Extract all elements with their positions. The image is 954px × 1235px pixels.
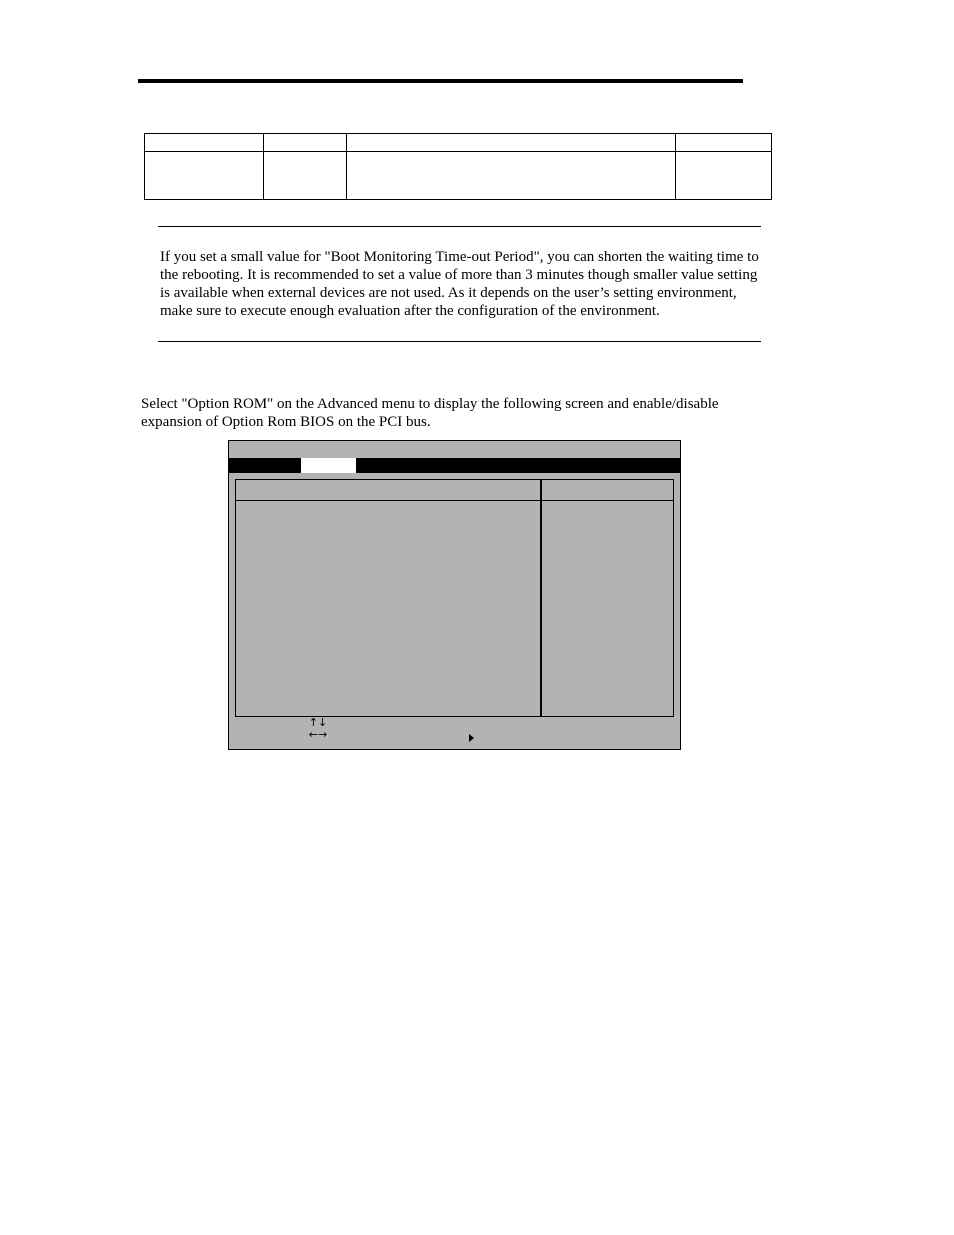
header-rule bbox=[138, 79, 743, 83]
bios-setup-screen bbox=[228, 440, 681, 750]
up-down-arrows-icon: ↑↓ bbox=[308, 716, 328, 729]
bios-settings-panel-header bbox=[236, 480, 540, 501]
table-header-cell bbox=[264, 134, 347, 152]
settings-table bbox=[144, 133, 772, 200]
navigation-arrows-icon bbox=[303, 717, 333, 743]
table-cell bbox=[264, 152, 347, 200]
table-header-cell bbox=[676, 134, 772, 152]
table-row bbox=[145, 152, 772, 200]
table-header-row bbox=[145, 134, 772, 152]
bios-menu-bar bbox=[229, 458, 680, 473]
submenu-triangle-icon bbox=[469, 734, 474, 742]
bios-help-panel-header bbox=[542, 480, 673, 501]
table-header-cell bbox=[347, 134, 676, 152]
left-right-arrows-icon: ←→ bbox=[308, 728, 328, 741]
bios-menu-active-tab[interactable] bbox=[301, 458, 356, 473]
table-cell bbox=[676, 152, 772, 200]
intro-paragraph: Select "Option ROM" on the Advanced menu to display the following screen and enable/disable expansion of Option Rom BIOS on the PCI bus. bbox=[141, 396, 719, 430]
table-cell bbox=[347, 152, 676, 200]
important-note bbox=[158, 226, 761, 342]
bios-help-panel bbox=[541, 479, 674, 717]
table-cell bbox=[145, 152, 264, 200]
note-text: If you set a small value for "Boot Monitoring Time-out Period", you can shorten the waiting time to the rebooting. It is recommended to set a value of more than 3 minutes though smaller value setting is available when external devices are not used. As it depends on the user’s setting environment, make sure to execute enough evaluation after the configuration of the environment. bbox=[160, 249, 759, 319]
table-header-cell bbox=[145, 134, 264, 152]
bios-settings-panel bbox=[235, 479, 541, 717]
